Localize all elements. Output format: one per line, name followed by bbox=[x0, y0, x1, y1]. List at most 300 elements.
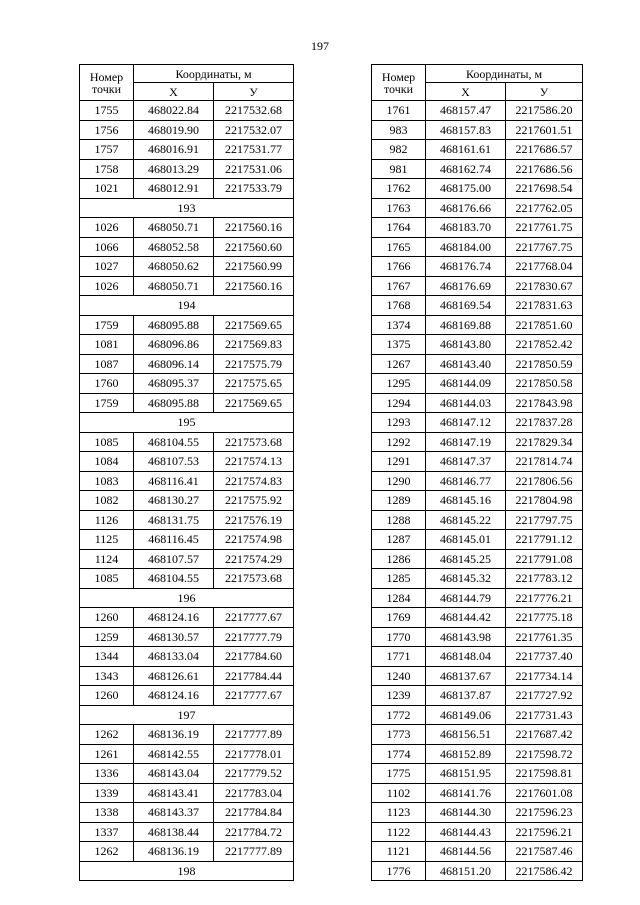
point-number-cell: 1084 bbox=[80, 452, 134, 472]
point-number-cell: 1765 bbox=[372, 237, 426, 257]
point-number-cell: 1374 bbox=[372, 315, 426, 335]
point-number-cell: 1262 bbox=[80, 725, 134, 745]
x-coordinate-cell: 468136.19 bbox=[134, 725, 214, 745]
y-coordinate-cell: 2217777.79 bbox=[214, 627, 294, 647]
table-row bbox=[372, 452, 583, 472]
x-coordinate-cell: 468143.40 bbox=[426, 354, 506, 374]
y-coordinate-cell: 2217531.77 bbox=[214, 140, 294, 160]
y-coordinate-cell: 2217791.08 bbox=[506, 549, 583, 569]
point-number-cell: 1125 bbox=[80, 530, 134, 550]
table-row bbox=[80, 471, 294, 491]
x-coordinate-cell: 468133.04 bbox=[134, 647, 214, 667]
x-coordinate-cell: 468019.90 bbox=[134, 120, 214, 140]
point-number-cell: 1292 bbox=[372, 432, 426, 452]
point-number-cell: 1082 bbox=[80, 491, 134, 511]
x-coordinate-cell: 468050.71 bbox=[134, 218, 214, 238]
table-row bbox=[372, 413, 583, 433]
y-coordinate-cell: 2217784.72 bbox=[214, 822, 294, 842]
x-coordinate-cell: 468141.76 bbox=[426, 783, 506, 803]
y-coordinate-cell: 2217731.43 bbox=[506, 705, 583, 725]
section-row bbox=[80, 198, 294, 218]
x-coordinate-cell: 468152.89 bbox=[426, 744, 506, 764]
point-number-cell: 1267 bbox=[372, 354, 426, 374]
x-coordinate-cell: 468145.22 bbox=[426, 510, 506, 530]
y-coordinate-cell: 2217575.92 bbox=[214, 491, 294, 511]
y-coordinate-cell: 2217761.35 bbox=[506, 627, 583, 647]
y-coordinate-cell: 2217761.75 bbox=[506, 218, 583, 238]
x-coordinate-cell: 468142.55 bbox=[134, 744, 214, 764]
x-coordinate-cell: 468146.77 bbox=[426, 471, 506, 491]
coordinates-table-right bbox=[371, 64, 583, 881]
table-row bbox=[372, 686, 583, 706]
table-row bbox=[80, 276, 294, 296]
point-number-cell: 981 bbox=[372, 159, 426, 179]
point-number-cell: 1087 bbox=[80, 354, 134, 374]
point-number-cell: 1285 bbox=[372, 569, 426, 589]
table-row bbox=[372, 140, 583, 160]
point-number-cell: 1262 bbox=[80, 842, 134, 862]
point-number-cell: 1338 bbox=[80, 803, 134, 823]
x-coordinate-cell: 468143.04 bbox=[134, 764, 214, 784]
table-row bbox=[372, 159, 583, 179]
table-row bbox=[372, 335, 583, 355]
point-number-cell: 1294 bbox=[372, 393, 426, 413]
table-row bbox=[80, 822, 294, 842]
x-coordinate-cell: 468013.29 bbox=[134, 159, 214, 179]
point-number-cell: 1774 bbox=[372, 744, 426, 764]
x-coordinate-cell: 468176.66 bbox=[426, 198, 506, 218]
x-coordinate-cell: 468124.16 bbox=[134, 686, 214, 706]
y-coordinate-cell: 2217698.54 bbox=[506, 179, 583, 199]
point-number-cell: 1767 bbox=[372, 276, 426, 296]
x-coordinate-cell: 468104.55 bbox=[134, 432, 214, 452]
table-row bbox=[80, 452, 294, 472]
y-coordinate-cell: 2217601.51 bbox=[506, 120, 583, 140]
table-row bbox=[372, 471, 583, 491]
x-coordinate-cell: 468151.20 bbox=[426, 861, 506, 881]
point-number-cell: 1344 bbox=[80, 647, 134, 667]
header-point-number bbox=[372, 65, 426, 101]
x-coordinate-cell: 468095.88 bbox=[134, 393, 214, 413]
point-number-cell: 1289 bbox=[372, 491, 426, 511]
x-coordinate-cell: 468137.67 bbox=[426, 666, 506, 686]
x-coordinate-cell: 468130.57 bbox=[134, 627, 214, 647]
table-row bbox=[80, 530, 294, 550]
y-coordinate-cell: 2217778.01 bbox=[214, 744, 294, 764]
y-coordinate-cell: 2217573.68 bbox=[214, 432, 294, 452]
x-coordinate-cell: 468169.54 bbox=[426, 296, 506, 316]
y-coordinate-cell: 2217843.98 bbox=[506, 393, 583, 413]
x-coordinate-cell: 468126.61 bbox=[134, 666, 214, 686]
x-coordinate-cell: 468096.14 bbox=[134, 354, 214, 374]
point-number-cell: 1121 bbox=[372, 842, 426, 862]
header-y: У bbox=[506, 83, 583, 101]
x-coordinate-cell: 468124.16 bbox=[134, 608, 214, 628]
header-x: X bbox=[426, 83, 506, 101]
y-coordinate-cell: 2217596.21 bbox=[506, 822, 583, 842]
table-row bbox=[80, 354, 294, 374]
point-number-cell: 1259 bbox=[80, 627, 134, 647]
table-row bbox=[80, 510, 294, 530]
point-number-cell: 1240 bbox=[372, 666, 426, 686]
header-row bbox=[80, 65, 294, 83]
point-number-cell: 1260 bbox=[80, 686, 134, 706]
x-coordinate-cell: 468136.19 bbox=[134, 842, 214, 862]
point-number-cell: 1021 bbox=[80, 179, 134, 199]
table-row bbox=[372, 647, 583, 667]
x-coordinate-cell: 468143.80 bbox=[426, 335, 506, 355]
y-coordinate-cell: 2217767.75 bbox=[506, 237, 583, 257]
y-coordinate-cell: 2217574.98 bbox=[214, 530, 294, 550]
y-coordinate-cell: 2217852.42 bbox=[506, 335, 583, 355]
header-y: У bbox=[214, 83, 294, 101]
y-coordinate-cell: 2217779.52 bbox=[214, 764, 294, 784]
point-number-cell: 1291 bbox=[372, 452, 426, 472]
y-coordinate-cell: 2217783.04 bbox=[214, 783, 294, 803]
x-coordinate-cell: 468175.00 bbox=[426, 179, 506, 199]
y-coordinate-cell: 2217574.29 bbox=[214, 549, 294, 569]
point-number-cell: 1102 bbox=[372, 783, 426, 803]
point-number-cell: 1295 bbox=[372, 374, 426, 394]
x-coordinate-cell: 468162.74 bbox=[426, 159, 506, 179]
point-number-cell: 1769 bbox=[372, 608, 426, 628]
coordinates-table-left bbox=[79, 64, 294, 881]
table-row bbox=[372, 744, 583, 764]
x-coordinate-cell: 468145.32 bbox=[426, 569, 506, 589]
y-coordinate-cell: 2217777.67 bbox=[214, 686, 294, 706]
table-row bbox=[80, 159, 294, 179]
x-coordinate-cell: 468169.88 bbox=[426, 315, 506, 335]
point-number-cell: 1758 bbox=[80, 159, 134, 179]
y-coordinate-cell: 2217569.65 bbox=[214, 393, 294, 413]
table-row bbox=[80, 120, 294, 140]
y-coordinate-cell: 2217586.20 bbox=[506, 101, 583, 121]
x-coordinate-cell: 468116.41 bbox=[134, 471, 214, 491]
y-coordinate-cell: 2217784.44 bbox=[214, 666, 294, 686]
section-number: 198 bbox=[80, 861, 294, 881]
table-row bbox=[80, 257, 294, 277]
section-number: 193 bbox=[80, 198, 294, 218]
y-coordinate-cell: 2217560.99 bbox=[214, 257, 294, 277]
header-x: X bbox=[134, 83, 214, 101]
x-coordinate-cell: 468176.69 bbox=[426, 276, 506, 296]
table-row bbox=[80, 627, 294, 647]
point-number-cell: 1288 bbox=[372, 510, 426, 530]
table-row bbox=[372, 842, 583, 862]
y-coordinate-cell: 2217531.06 bbox=[214, 159, 294, 179]
y-coordinate-cell: 2217850.58 bbox=[506, 374, 583, 394]
y-coordinate-cell: 2217837.28 bbox=[506, 413, 583, 433]
y-coordinate-cell: 2217575.65 bbox=[214, 374, 294, 394]
x-coordinate-cell: 468095.88 bbox=[134, 315, 214, 335]
header-point-line2: точки bbox=[91, 81, 122, 96]
y-coordinate-cell: 2217850.59 bbox=[506, 354, 583, 374]
y-coordinate-cell: 2217598.81 bbox=[506, 764, 583, 784]
table-row bbox=[372, 179, 583, 199]
point-number-cell: 1768 bbox=[372, 296, 426, 316]
header-point-line2: точки bbox=[383, 81, 414, 96]
table-row bbox=[80, 315, 294, 335]
table-row bbox=[372, 783, 583, 803]
y-coordinate-cell: 2217851.60 bbox=[506, 315, 583, 335]
x-coordinate-cell: 468050.62 bbox=[134, 257, 214, 277]
table-row bbox=[80, 179, 294, 199]
table-row bbox=[372, 822, 583, 842]
y-coordinate-cell: 2217768.04 bbox=[506, 257, 583, 277]
table-row bbox=[372, 764, 583, 784]
y-coordinate-cell: 2217569.83 bbox=[214, 335, 294, 355]
table-row bbox=[372, 627, 583, 647]
table-row bbox=[80, 237, 294, 257]
y-coordinate-cell: 2217587.46 bbox=[506, 842, 583, 862]
y-coordinate-cell: 2217830.67 bbox=[506, 276, 583, 296]
point-number-cell: 1287 bbox=[372, 530, 426, 550]
point-number-cell: 1026 bbox=[80, 218, 134, 238]
table-row bbox=[80, 608, 294, 628]
y-coordinate-cell: 2217797.75 bbox=[506, 510, 583, 530]
table-row bbox=[80, 549, 294, 569]
table-row bbox=[372, 101, 583, 121]
point-number-cell: 1773 bbox=[372, 725, 426, 745]
x-coordinate-cell: 468145.01 bbox=[426, 530, 506, 550]
table-row bbox=[80, 569, 294, 589]
x-coordinate-cell: 468095.37 bbox=[134, 374, 214, 394]
point-number-cell: 1286 bbox=[372, 549, 426, 569]
point-number-cell: 1284 bbox=[372, 588, 426, 608]
y-coordinate-cell: 2217532.68 bbox=[214, 101, 294, 121]
table-row bbox=[372, 393, 583, 413]
point-number-cell: 1759 bbox=[80, 393, 134, 413]
x-coordinate-cell: 468143.41 bbox=[134, 783, 214, 803]
table-row bbox=[372, 237, 583, 257]
point-number-cell: 1775 bbox=[372, 764, 426, 784]
y-coordinate-cell: 2217777.67 bbox=[214, 608, 294, 628]
x-coordinate-cell: 468144.56 bbox=[426, 842, 506, 862]
table-row bbox=[80, 783, 294, 803]
x-coordinate-cell: 468157.47 bbox=[426, 101, 506, 121]
x-coordinate-cell: 468151.95 bbox=[426, 764, 506, 784]
table-row bbox=[80, 842, 294, 862]
header-coordinates: Координаты, м bbox=[426, 65, 583, 83]
point-number-cell: 1027 bbox=[80, 257, 134, 277]
y-coordinate-cell: 2217727.92 bbox=[506, 686, 583, 706]
header-coordinates: Координаты, м bbox=[134, 65, 294, 83]
point-number-cell: 1026 bbox=[80, 276, 134, 296]
x-coordinate-cell: 468052.58 bbox=[134, 237, 214, 257]
table-row bbox=[372, 608, 583, 628]
x-coordinate-cell: 468137.87 bbox=[426, 686, 506, 706]
table-row bbox=[80, 686, 294, 706]
point-number-cell: 1083 bbox=[80, 471, 134, 491]
y-coordinate-cell: 2217575.79 bbox=[214, 354, 294, 374]
header-row bbox=[372, 65, 583, 83]
table-row bbox=[80, 764, 294, 784]
point-number-cell: 1759 bbox=[80, 315, 134, 335]
table-row bbox=[80, 803, 294, 823]
section-row bbox=[80, 296, 294, 316]
x-coordinate-cell: 468107.57 bbox=[134, 549, 214, 569]
x-coordinate-cell: 468144.42 bbox=[426, 608, 506, 628]
point-number-cell: 1123 bbox=[372, 803, 426, 823]
table-row bbox=[80, 374, 294, 394]
table-row bbox=[372, 432, 583, 452]
y-coordinate-cell: 2217601.08 bbox=[506, 783, 583, 803]
point-number-cell: 1760 bbox=[80, 374, 134, 394]
x-coordinate-cell: 468138.44 bbox=[134, 822, 214, 842]
table-row bbox=[372, 510, 583, 530]
point-number-cell: 1757 bbox=[80, 140, 134, 160]
y-coordinate-cell: 2217776.21 bbox=[506, 588, 583, 608]
x-coordinate-cell: 468096.86 bbox=[134, 335, 214, 355]
point-number-cell: 982 bbox=[372, 140, 426, 160]
point-number-cell: 1336 bbox=[80, 764, 134, 784]
header-point-number bbox=[80, 65, 134, 101]
y-coordinate-cell: 2217574.83 bbox=[214, 471, 294, 491]
point-number-cell: 1764 bbox=[372, 218, 426, 238]
table-row bbox=[372, 588, 583, 608]
x-coordinate-cell: 468144.03 bbox=[426, 393, 506, 413]
y-coordinate-cell: 2217777.89 bbox=[214, 725, 294, 745]
page-number: 197 bbox=[311, 39, 329, 53]
point-number-cell: 1260 bbox=[80, 608, 134, 628]
y-coordinate-cell: 2217784.84 bbox=[214, 803, 294, 823]
y-coordinate-cell: 2217532.07 bbox=[214, 120, 294, 140]
x-coordinate-cell: 468116.45 bbox=[134, 530, 214, 550]
table-row bbox=[80, 393, 294, 413]
table-row bbox=[372, 257, 583, 277]
y-coordinate-cell: 2217560.60 bbox=[214, 237, 294, 257]
table-row bbox=[372, 296, 583, 316]
x-coordinate-cell: 468184.00 bbox=[426, 237, 506, 257]
table-row bbox=[372, 725, 583, 745]
table-row bbox=[80, 335, 294, 355]
point-number-cell: 1081 bbox=[80, 335, 134, 355]
table-row bbox=[372, 354, 583, 374]
x-coordinate-cell: 468161.61 bbox=[426, 140, 506, 160]
table-row bbox=[372, 276, 583, 296]
y-coordinate-cell: 2217687.42 bbox=[506, 725, 583, 745]
table-row bbox=[80, 432, 294, 452]
point-number-cell: 1343 bbox=[80, 666, 134, 686]
y-coordinate-cell: 2217829.34 bbox=[506, 432, 583, 452]
point-number-cell: 1085 bbox=[80, 432, 134, 452]
x-coordinate-cell: 468016.91 bbox=[134, 140, 214, 160]
point-number-cell: 1290 bbox=[372, 471, 426, 491]
point-number-cell: 1239 bbox=[372, 686, 426, 706]
point-number-cell: 1761 bbox=[372, 101, 426, 121]
table-row bbox=[372, 803, 583, 823]
table-row bbox=[80, 218, 294, 238]
y-coordinate-cell: 2217560.16 bbox=[214, 218, 294, 238]
point-number-cell: 1770 bbox=[372, 627, 426, 647]
point-number-cell: 1261 bbox=[80, 744, 134, 764]
point-number-cell: 1771 bbox=[372, 647, 426, 667]
x-coordinate-cell: 468131.75 bbox=[134, 510, 214, 530]
table-row bbox=[372, 120, 583, 140]
table-row bbox=[372, 861, 583, 881]
section-number: 196 bbox=[80, 588, 294, 608]
y-coordinate-cell: 2217783.12 bbox=[506, 569, 583, 589]
table-row bbox=[372, 549, 583, 569]
y-coordinate-cell: 2217784.60 bbox=[214, 647, 294, 667]
section-number: 194 bbox=[80, 296, 294, 316]
x-coordinate-cell: 468143.37 bbox=[134, 803, 214, 823]
y-coordinate-cell: 2217791.12 bbox=[506, 530, 583, 550]
point-number-cell: 1763 bbox=[372, 198, 426, 218]
point-number-cell: 1766 bbox=[372, 257, 426, 277]
point-number-cell: 1337 bbox=[80, 822, 134, 842]
table-row bbox=[80, 491, 294, 511]
point-number-cell: 1756 bbox=[80, 120, 134, 140]
header-point-line1: Номер bbox=[381, 69, 416, 84]
x-coordinate-cell: 468144.79 bbox=[426, 588, 506, 608]
y-coordinate-cell: 2217804.98 bbox=[506, 491, 583, 511]
x-coordinate-cell: 468157.83 bbox=[426, 120, 506, 140]
section-row bbox=[80, 705, 294, 725]
point-number-cell: 1375 bbox=[372, 335, 426, 355]
x-coordinate-cell: 468147.12 bbox=[426, 413, 506, 433]
table-row bbox=[80, 140, 294, 160]
y-coordinate-cell: 2217814.74 bbox=[506, 452, 583, 472]
y-coordinate-cell: 2217831.63 bbox=[506, 296, 583, 316]
x-coordinate-cell: 468148.04 bbox=[426, 647, 506, 667]
x-coordinate-cell: 468022.84 bbox=[134, 101, 214, 121]
y-coordinate-cell: 2217569.65 bbox=[214, 315, 294, 335]
point-number-cell: 1755 bbox=[80, 101, 134, 121]
x-coordinate-cell: 468145.16 bbox=[426, 491, 506, 511]
table-row bbox=[372, 569, 583, 589]
table-row bbox=[372, 198, 583, 218]
y-coordinate-cell: 2217806.56 bbox=[506, 471, 583, 491]
y-coordinate-cell: 2217686.56 bbox=[506, 159, 583, 179]
y-coordinate-cell: 2217574.13 bbox=[214, 452, 294, 472]
x-coordinate-cell: 468050.71 bbox=[134, 276, 214, 296]
y-coordinate-cell: 2217596.23 bbox=[506, 803, 583, 823]
x-coordinate-cell: 468012.91 bbox=[134, 179, 214, 199]
table-row bbox=[372, 705, 583, 725]
point-number-cell: 983 bbox=[372, 120, 426, 140]
x-coordinate-cell: 468104.55 bbox=[134, 569, 214, 589]
section-row bbox=[80, 588, 294, 608]
section-row bbox=[80, 861, 294, 881]
x-coordinate-cell: 468183.70 bbox=[426, 218, 506, 238]
y-coordinate-cell: 2217576.19 bbox=[214, 510, 294, 530]
point-number-cell: 1122 bbox=[372, 822, 426, 842]
table-row bbox=[80, 647, 294, 667]
y-coordinate-cell: 2217598.72 bbox=[506, 744, 583, 764]
table-row bbox=[372, 315, 583, 335]
y-coordinate-cell: 2217734.14 bbox=[506, 666, 583, 686]
x-coordinate-cell: 468176.74 bbox=[426, 257, 506, 277]
x-coordinate-cell: 468107.53 bbox=[134, 452, 214, 472]
header-point-line1: Номер bbox=[89, 69, 124, 84]
point-number-cell: 1762 bbox=[372, 179, 426, 199]
y-coordinate-cell: 2217560.16 bbox=[214, 276, 294, 296]
x-coordinate-cell: 468143.98 bbox=[426, 627, 506, 647]
section-row bbox=[80, 413, 294, 433]
y-coordinate-cell: 2217573.68 bbox=[214, 569, 294, 589]
x-coordinate-cell: 468147.19 bbox=[426, 432, 506, 452]
x-coordinate-cell: 468144.30 bbox=[426, 803, 506, 823]
x-coordinate-cell: 468144.09 bbox=[426, 374, 506, 394]
table-row bbox=[80, 101, 294, 121]
x-coordinate-cell: 468130.27 bbox=[134, 491, 214, 511]
table-row bbox=[80, 666, 294, 686]
point-number-cell: 1066 bbox=[80, 237, 134, 257]
point-number-cell: 1293 bbox=[372, 413, 426, 433]
x-coordinate-cell: 468149.06 bbox=[426, 705, 506, 725]
point-number-cell: 1772 bbox=[372, 705, 426, 725]
